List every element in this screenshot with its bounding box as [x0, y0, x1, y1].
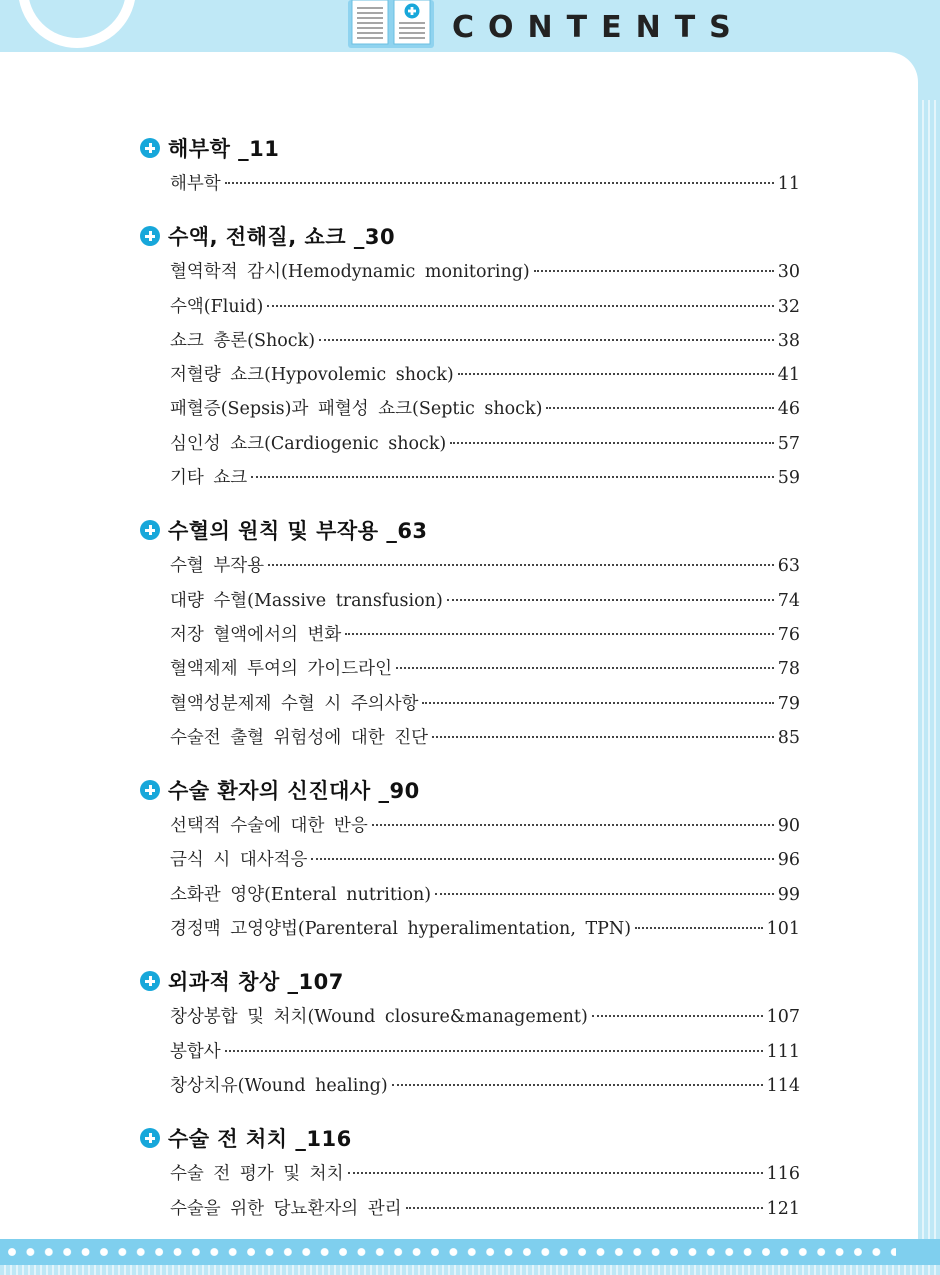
book-plus-icon — [346, 0, 436, 50]
section-title: 수혈의 원칙 및 부작용 _63 — [168, 519, 428, 544]
entry-page-number: 76 — [777, 624, 800, 645]
toc-entry[interactable] — [170, 170, 800, 204]
dot-leader — [319, 339, 774, 341]
toc-entry[interactable] — [170, 881, 800, 915]
section-heading[interactable] — [140, 510, 800, 550]
toc-entry[interactable] — [170, 812, 800, 846]
dot-leader — [534, 270, 774, 272]
entry-page-number: 46 — [777, 399, 800, 420]
toc-entry[interactable] — [170, 1195, 800, 1229]
toc-entry[interactable] — [170, 552, 800, 586]
entry-label: 쇼크 총론(Shock) — [170, 330, 316, 351]
dot-leader — [267, 305, 773, 307]
section-title: 해부학 _11 — [168, 137, 280, 161]
entry-page-number: 59 — [777, 468, 800, 489]
table-of-contents — [140, 128, 800, 1241]
section-title: 수액, 전해질, 쇼크 _30 — [168, 225, 396, 250]
plus-circle-icon — [140, 780, 160, 800]
entry-page-number: 30 — [777, 262, 800, 283]
plus-circle-icon — [140, 226, 160, 246]
dot-leader — [372, 824, 774, 826]
page-title: CONTENTS — [452, 10, 745, 45]
dot-leader — [422, 702, 773, 704]
dot-leader — [311, 858, 773, 860]
section-heading[interactable] — [140, 216, 800, 256]
section-heading[interactable] — [140, 961, 800, 1001]
entry-page-number: 114 — [766, 1075, 800, 1096]
entry-page-number: 121 — [766, 1198, 800, 1219]
section-heading[interactable] — [140, 770, 800, 810]
bottom-stripes — [0, 1265, 940, 1275]
entry-label: 수술전 출혈 위험성에 대한 진단 — [170, 727, 429, 748]
dot-leader — [447, 599, 774, 601]
toc-entry[interactable] — [170, 1160, 800, 1194]
toc-entry[interactable] — [170, 293, 800, 327]
toc-entry[interactable] — [170, 1038, 800, 1072]
entry-page-number: 74 — [777, 590, 800, 611]
toc-entry[interactable] — [170, 915, 800, 949]
entry-label: 혈역학적 감시(Hemodynamic monitoring) — [170, 262, 530, 283]
dot-leader — [450, 442, 773, 444]
entry-label: 심인성 쇼크(Cardiogenic shock) — [170, 433, 447, 454]
toc-entry[interactable] — [170, 621, 800, 655]
entry-label: 대량 수혈(Massive transfusion) — [170, 590, 443, 611]
dot-leader — [251, 476, 774, 478]
dot-leader — [592, 1015, 763, 1017]
entry-page-number: 11 — [777, 174, 800, 194]
dot-leader — [225, 182, 774, 184]
entry-label: 창상봉합 및 처치(Wound closure&management) — [170, 1007, 588, 1028]
dot-leader — [432, 736, 774, 738]
section-heading[interactable] — [140, 1118, 800, 1158]
entry-page-number: 99 — [777, 884, 800, 905]
plus-circle-icon — [140, 138, 160, 158]
entry-page-number: 79 — [777, 693, 800, 714]
toc-section — [140, 1118, 800, 1229]
toc-section — [140, 770, 800, 949]
dot-leader — [546, 407, 773, 409]
toc-entry[interactable] — [170, 1072, 800, 1106]
entry-page-number: 41 — [777, 365, 800, 386]
entry-label: 혈액성분제제 수혈 시 주의사항 — [170, 693, 419, 714]
dot-row-decoration — [6, 1246, 896, 1258]
entry-page-number: 57 — [777, 433, 800, 454]
toc-entry[interactable] — [170, 846, 800, 880]
entry-page-number: 107 — [766, 1007, 800, 1028]
entry-page-number: 96 — [777, 850, 800, 871]
entry-page-number: 38 — [777, 330, 800, 351]
entry-label: 저장 혈액에서의 변화 — [170, 624, 342, 645]
entry-page-number: 32 — [777, 296, 800, 317]
entry-label: 경정맥 고영양법(Parenteral hyperalimentation, TPN) — [170, 919, 632, 940]
dot-leader — [396, 667, 774, 669]
entry-label: 선택적 수술에 대한 반응 — [170, 816, 368, 837]
entry-page-number: 116 — [766, 1164, 800, 1185]
dot-leader — [345, 633, 773, 635]
toc-entry[interactable] — [170, 1003, 800, 1037]
toc-section — [140, 128, 800, 204]
entry-label: 수혈 부작용 — [170, 556, 265, 577]
toc-entry[interactable] — [170, 361, 800, 395]
section-title: 수술 전 처치 _116 — [168, 1127, 352, 1152]
entry-label: 창상치유(Wound healing) — [170, 1075, 388, 1096]
entry-page-number: 101 — [766, 919, 800, 940]
entry-page-number: 85 — [777, 727, 800, 748]
section-heading[interactable] — [140, 128, 800, 168]
dot-leader — [268, 564, 774, 566]
entry-label: 수액(Fluid) — [170, 296, 264, 317]
dot-leader — [392, 1084, 763, 1086]
toc-entry[interactable] — [170, 724, 800, 758]
toc-section — [140, 961, 800, 1106]
entry-label: 소화관 영양(Enteral nutrition) — [170, 884, 432, 905]
toc-section — [140, 216, 800, 498]
dot-leader — [225, 1050, 763, 1052]
side-stripes — [918, 100, 940, 1275]
entry-page-number: 63 — [777, 556, 800, 577]
entry-label: 금식 시 대사적응 — [170, 850, 308, 871]
entry-page-number: 111 — [766, 1041, 800, 1062]
entry-page-number: 90 — [777, 816, 800, 837]
entry-label: 해부학 — [170, 174, 221, 194]
entry-label: 패혈증(Sepsis)과 패혈성 쇼크(Septic shock) — [170, 399, 543, 420]
plus-circle-icon — [140, 520, 160, 540]
toc-entry[interactable] — [170, 464, 800, 498]
plus-circle-icon — [140, 1128, 160, 1148]
toc-entry[interactable] — [170, 690, 800, 724]
dot-leader — [458, 373, 774, 375]
toc-entry[interactable] — [170, 430, 800, 464]
dot-leader — [435, 893, 774, 895]
toc-section — [140, 510, 800, 758]
dot-leader — [635, 927, 763, 929]
plus-circle-icon — [140, 971, 160, 991]
entry-label: 수술 전 평가 및 처치 — [170, 1164, 344, 1185]
dot-leader — [348, 1172, 763, 1174]
toc-entry[interactable] — [170, 258, 800, 292]
toc-entry[interactable] — [170, 327, 800, 361]
section-title: 수술 환자의 신진대사 _90 — [168, 779, 420, 804]
entry-label: 혈액제제 투여의 가이드라인 — [170, 659, 392, 680]
dot-leader — [406, 1207, 763, 1209]
toc-entry[interactable] — [170, 587, 800, 621]
entry-label: 봉합사 — [170, 1041, 221, 1062]
entry-label: 저혈량 쇼크(Hypovolemic shock) — [170, 365, 454, 386]
entry-label: 수술을 위한 당뇨환자의 관리 — [170, 1198, 402, 1219]
section-title: 외과적 창상 _107 — [168, 970, 344, 995]
entry-label: 기타 쇼크 — [170, 468, 248, 489]
toc-entry[interactable] — [170, 395, 800, 429]
entry-page-number: 78 — [777, 659, 800, 680]
toc-entry[interactable] — [170, 655, 800, 689]
